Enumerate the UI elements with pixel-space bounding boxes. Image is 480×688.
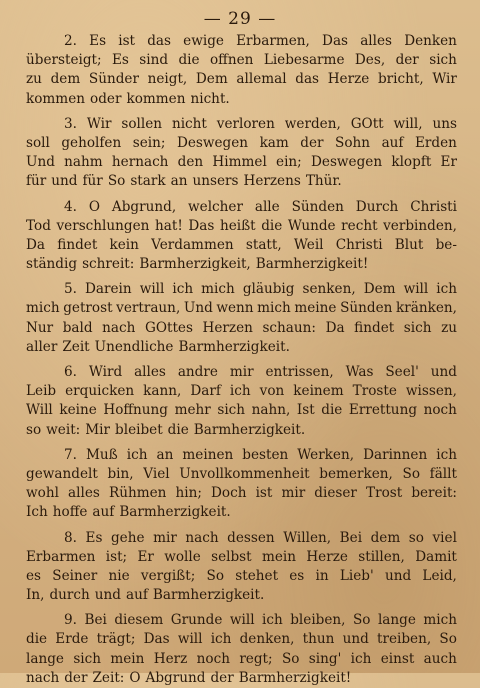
verse-line: Erbarmen ist; Er wolle selbst mein Herze stillen, Damit — [26, 548, 457, 565]
verse-list — [26, 32, 457, 688]
verse-line: wohl alles Rühmen hin; Doch ist mir dieser Trost bereit: — [26, 485, 457, 502]
verse-6 — [26, 363, 457, 440]
verse-5 — [26, 280, 457, 357]
verse-line: Ich hoffe auf Barmherzigkeit. — [26, 504, 231, 521]
verse-line: gewandelt bin, Viel Unvollkommenheit bemerken, So fällt — [26, 465, 457, 482]
verse-line: 7. Muß ich an meinen besten Werken, Darinnen ich — [64, 446, 457, 463]
verse-line: Tod verschlungen hat! Das heißt die Wunde recht verbinden, — [26, 217, 457, 234]
verse-line: ständig schreit: Barmherzigkeit, Barmherzigkeit! — [26, 256, 369, 273]
verse-line: die Erde trägt; Das will ich denken, thun und treiben, So — [26, 631, 457, 648]
verse-line: für und für So stark an unsers Herzens Thür. — [26, 173, 342, 190]
verse-2 — [26, 32, 457, 109]
verse-line: 2. Es ist das ewige Erbarmen, Das alles Denken — [64, 33, 457, 49]
verse-line: In, durch und auf Barmherzigkeit. — [26, 587, 265, 604]
verse-9 — [26, 611, 457, 688]
verse-line: Da findet kein Verdammen statt, Weil Christi Blut be- — [26, 236, 457, 253]
verse-line: Und nahm hernach den Himmel ein; Deswegen klopft Er — [26, 154, 457, 171]
verse-line: lange sich mein Herz noch regt; So sing' ich einst auch — [26, 650, 457, 667]
verse-line: übersteigt; Es sind die offnen Liebesarme Des, der sich — [26, 52, 457, 69]
verse-line: Leib erquicken kann, Darf ich von keinem Troste wissen, — [26, 383, 457, 400]
verse-line: 5. Darein will ich mich gläubig senken, Dem will ich — [64, 281, 457, 298]
verse-line: 4. O Abgrund, welcher alle Sünden Durch Christi — [64, 198, 457, 215]
verse-line: kommen oder kommen nicht. — [26, 90, 230, 107]
verse-line: 3. Wir sollen nicht verloren werden, GOtt will, uns — [64, 115, 457, 132]
verse-8 — [26, 529, 457, 606]
verse-line: 8. Es gehe mir nach dessen Willen, Bei dem so viel — [64, 529, 457, 546]
verse-line: soll geholfen sein; Deswegen kam der Sohn auf Erden — [26, 134, 457, 151]
verse-line: Nur bald nach GOttes Herzen schaun: Da findet sich zu — [26, 319, 457, 336]
verse-line: aller Zeit Unendliche Barmherzigkeit. — [26, 338, 290, 355]
verse-line: Will keine Hoffnung mehr sich nahn, Ist die Errettung noch — [26, 402, 457, 419]
verse-line: zu dem Sünder neigt, Dem allemal das Herze bricht, Wir — [26, 71, 457, 88]
verse-line: 6. Wird alles andre mir entrissen, Was Seel' und — [64, 364, 457, 380]
verse-line: nach der Zeit: O Abgrund der Barmherzigkeit! — [26, 669, 352, 686]
verse-line: es Seiner nie vergißt; So stehet es in Lieb' und Leid, — [26, 567, 457, 584]
verse-3 — [26, 115, 457, 192]
verse-line: so weit: Mir bleibet die Barmherzigkeit. — [26, 421, 306, 438]
verse-line: 9. Bei diesem Grunde will ich bleiben, So lange mich — [64, 612, 457, 629]
verse-line: mich getrost vertraun, Und wenn mich meine Sünden kränken, — [26, 300, 457, 317]
verse-4 — [26, 198, 457, 275]
page-number: — 29 — — [203, 9, 277, 29]
verse-7 — [26, 446, 457, 523]
